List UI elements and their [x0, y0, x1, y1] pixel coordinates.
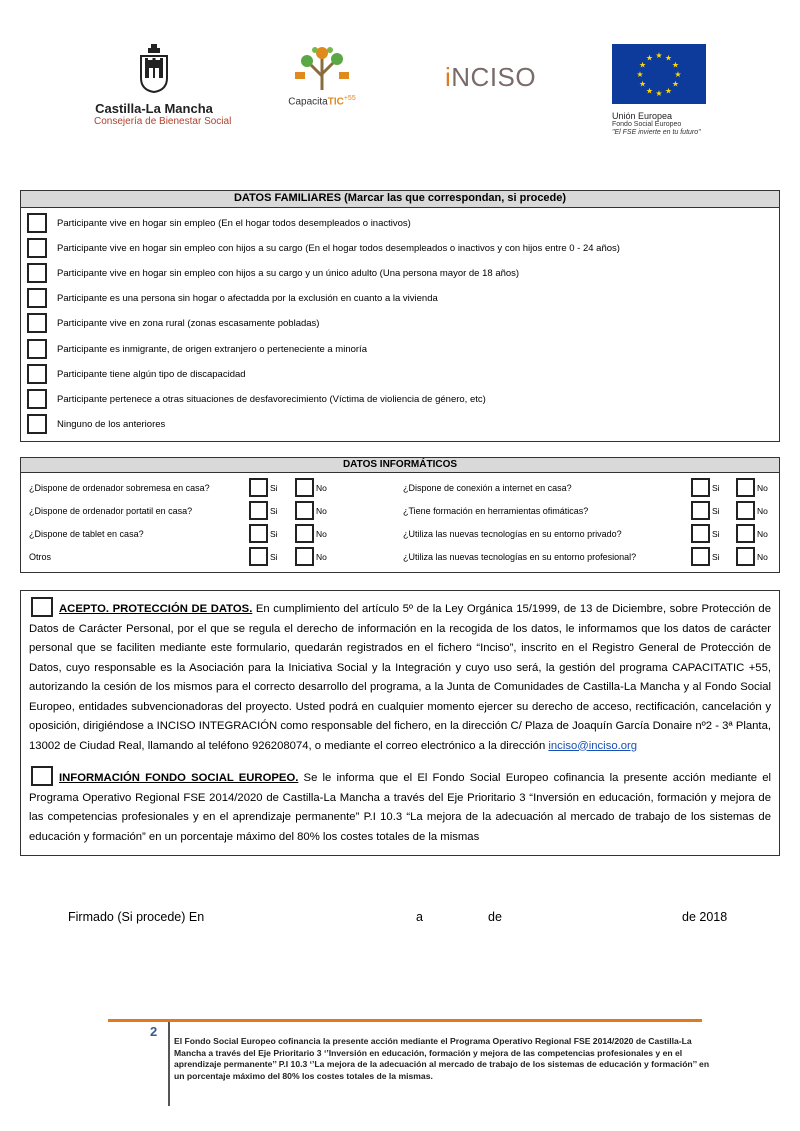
- datos-informaticos-title: DATOS INFORMÁTICOS: [21, 458, 779, 473]
- eu-star-icon: ★: [636, 70, 644, 79]
- clm-name: Castilla-La Mancha: [95, 101, 213, 116]
- checkbox[interactable]: [27, 288, 47, 308]
- data-protection-title: ACEPTO. PROTECCIÓN DE DATOS.: [59, 603, 253, 615]
- yes-label: Si: [712, 528, 720, 539]
- eu-star-icon: ★: [655, 89, 663, 98]
- eu-subtitle: Fondo Social Europeo: [612, 121, 682, 128]
- eu-star-icon: ★: [664, 86, 673, 96]
- no-option[interactable]: [736, 501, 768, 520]
- eu-star-icon: ★: [638, 60, 647, 70]
- checkbox[interactable]: [736, 501, 755, 520]
- family-option: [27, 263, 519, 283]
- question-label: ¿Dispone de tablet en casa?: [29, 529, 144, 539]
- family-option: [27, 414, 165, 434]
- checkbox[interactable]: [249, 524, 268, 543]
- yes-option[interactable]: [249, 547, 278, 566]
- inciso-logo: [445, 62, 536, 93]
- fse-info-title: INFORMACIÓN FONDO SOCIAL EUROPEO.: [59, 772, 299, 784]
- yes-label: Si: [270, 505, 278, 516]
- capac-name-a: Capacita: [288, 96, 328, 108]
- no-label: No: [757, 551, 768, 562]
- informatic-row: [21, 547, 781, 567]
- no-label: No: [316, 551, 327, 562]
- accept-checkbox[interactable]: [31, 597, 53, 617]
- family-option: [27, 313, 319, 333]
- informatic-row: [21, 524, 781, 544]
- question-label: ¿Dispone de conexión a internet en casa?: [403, 483, 572, 493]
- eu-flag-icon: [612, 44, 706, 104]
- capac-plus: +55: [343, 95, 356, 102]
- checkbox[interactable]: [295, 501, 314, 520]
- yes-option[interactable]: [249, 501, 278, 520]
- no-option[interactable]: [736, 524, 768, 543]
- eu-star-icon: ★: [671, 79, 680, 89]
- eu-logo: [612, 44, 722, 137]
- family-option: [27, 339, 367, 359]
- inciso-logo-rest: NCISO: [451, 62, 537, 92]
- fse-info-checkbox[interactable]: [31, 766, 53, 786]
- question-label: Otros: [29, 552, 52, 562]
- eu-star-icon: ★: [638, 79, 647, 89]
- datos-informaticos-section: [20, 457, 780, 573]
- year-label: de 2018: [682, 910, 728, 924]
- footer-vertical-divider: [168, 1022, 170, 1106]
- page-number: 2: [150, 1024, 158, 1039]
- signed-label: Firmado (Si procede) En: [68, 910, 205, 924]
- checkbox[interactable]: [736, 547, 755, 566]
- eu-star-icon: ★: [664, 53, 673, 63]
- eu-star-icon: ★: [645, 86, 654, 96]
- no-option[interactable]: [295, 547, 327, 566]
- no-label: No: [757, 482, 768, 493]
- family-option-label: Participante vive en hogar sin empleo con hijos a su cargo y un único adulto (Una persona mayor de 18 años): [57, 267, 520, 279]
- checkbox[interactable]: [691, 524, 710, 543]
- checkbox[interactable]: [691, 501, 710, 520]
- checkbox[interactable]: [691, 478, 710, 497]
- no-label: No: [316, 505, 327, 516]
- yes-option[interactable]: [249, 524, 278, 543]
- no-option[interactable]: [736, 547, 768, 566]
- capac-name-b: TIC: [327, 96, 344, 108]
- informatic-row: [21, 501, 781, 521]
- yes-option[interactable]: [691, 547, 720, 566]
- checkbox[interactable]: [27, 213, 47, 233]
- no-option[interactable]: [295, 478, 327, 497]
- question-label: ¿Utiliza las nuevas tecnologías en su entorno privado?: [403, 529, 622, 539]
- eu-star-icon: ★: [671, 60, 680, 70]
- fse-info-paragraph: [29, 766, 771, 847]
- a-label: a: [416, 910, 423, 924]
- checkbox[interactable]: [691, 547, 710, 566]
- footer-divider: [108, 1019, 702, 1022]
- yes-option[interactable]: [691, 524, 720, 543]
- family-option-label: Participante es una persona sin hogar o afectadda por la exclusión en cuanto a la vivienda: [57, 292, 438, 304]
- yes-option[interactable]: [691, 478, 720, 497]
- family-option-label: Participante vive en zona rural (zonas escasamente pobladas): [57, 317, 320, 329]
- eu-quote: "El FSE invierte en tu futuro": [612, 129, 701, 136]
- eu-star-icon: ★: [655, 51, 663, 60]
- family-option-label: Participante tiene algún tipo de discapacidad: [57, 368, 246, 380]
- family-option-label: Participante vive en hogar sin empleo con hijos a su cargo (En el hogar todos desempleados o inactivos y con hijos entre 0 - 24 años): [57, 242, 620, 254]
- yes-label: Si: [712, 551, 720, 562]
- family-option-label: Ninguno de los anteriores: [57, 418, 166, 430]
- checkbox[interactable]: [27, 238, 47, 258]
- eu-star-icon: ★: [645, 53, 654, 63]
- family-option: [27, 389, 486, 409]
- yes-label: Si: [270, 528, 278, 539]
- question-label: ¿Dispone de ordenador portatil en casa?: [29, 506, 193, 516]
- family-option-label: Participante es inmigrante, de origen extranjero o perteneciente a minoría: [57, 343, 367, 355]
- family-option: [27, 364, 246, 384]
- checkbox[interactable]: [295, 478, 314, 497]
- informatic-row: [21, 478, 781, 498]
- no-option[interactable]: [736, 478, 768, 497]
- inciso-logo-i: i: [445, 62, 452, 92]
- checkbox[interactable]: [27, 414, 47, 434]
- logo-header: [0, 40, 800, 140]
- family-option-label: Participante vive en hogar sin empleo (En el hogar todos desempleados o inactivos): [57, 217, 411, 229]
- checkbox[interactable]: [249, 501, 268, 520]
- question-label: ¿Tiene formación en herramientas ofimáticas?: [403, 506, 589, 516]
- legal-section: [20, 590, 780, 856]
- yes-label: Si: [712, 482, 720, 493]
- family-option-label: Participante pertenece a otras situaciones de desfavorecimiento (Víctima de violiencia de género, etc): [57, 393, 486, 405]
- checkbox[interactable]: [27, 313, 47, 333]
- data-protection-body: En cumplimiento del artículo 5º de la Ley Orgánica 15/1999, de 13 de Diciembre, sobre Protección de Datos de Carácter Personal, por el que se regula el derecho de información en la recogida de los datos, le informamos que los datos de carácter personal que se faciliten mediante este formulario, quedarán registrados en el fichero “Inciso”, inscrito en el Registro General de Protección de Datos, cuyo responsable es la Asociación para la Iniciativa Social y la Integración y cuyo uso será, la gestión del programa CAPACITATIC +55, autorizando la cesión de los mismos para el correcto desarrollo del programa, a la Junta de Comunidades de Castilla-La Mancha y al Fondo Social Europeo, entidades subvencionadoras del proyecto. Usted podrá en cualquier momento ejercer su derecho de acceso, rectificación, cancelación y oposición, dirigiéndose a INCISO INTEGRACIÓN como responsable del fichero, en la dirección C/ Plaza de Joaquín García Donaire nº2 - 3ª Planta, 13002 de Ciudad Real, llamando al teléfono 926208074, o mediante el correo electrónico a la dirección: [29, 603, 771, 752]
- family-option: [27, 238, 620, 258]
- de-label: de: [488, 910, 502, 924]
- no-option[interactable]: [295, 524, 327, 543]
- castle-crest-icon: [139, 44, 169, 94]
- data-protection-paragraph: [29, 597, 771, 756]
- fse-info-body: Se le informa que el El Fondo Social Europeo cofinancia la presente acción mediante el Programa Operativo Regional FSE 2014/2020 de Castilla-La Mancha a través del Eje Prioritario 3 “Inversión en educación, formación y mejora de las competencias profesionales y en el aprendizaje permanente” P.I 10.3 “La mejora de la adecuación al mercado de trabajo de los sistemas de educación y formación” en un porcentaje máximo del 80% los costes totales de la mismas: [29, 772, 771, 843]
- datos-familiares-section: [20, 190, 780, 442]
- checkbox[interactable]: [27, 263, 47, 283]
- email-link[interactable]: inciso@inciso.org: [548, 739, 638, 752]
- no-option[interactable]: [295, 501, 327, 520]
- yes-option[interactable]: [691, 501, 720, 520]
- clm-subtitle: Consejería de Bienestar Social: [94, 116, 232, 127]
- footer-text: El Fondo Social Europeo cofinancia la presente acción mediante el Programa Operativo Regional FSE 2014/2020 de Castilla-La Mancha a través del Eje Prioritario 3 ‘’Inversión en educación, formación y mejora de las competencias profesionales y en el aprendizaje permanente’’ P.I 10.3 ‘’La mejora de la adecuación al mercado de trabajo de los sistemas de educación y formación’’ en un porcentaje máximo del 80% los costes totales de la mismas.: [174, 1036, 710, 1081]
- checkbox[interactable]: [249, 547, 268, 566]
- no-label: No: [316, 482, 327, 493]
- clm-logo: [94, 44, 232, 127]
- datos-familiares-title: DATOS FAMILIARES (Marcar las que correspondan, si procede): [21, 191, 779, 208]
- no-label: No: [316, 528, 327, 539]
- question-label: ¿Dispone de ordenador sobremesa en casa?: [29, 483, 210, 493]
- checkbox[interactable]: [27, 389, 47, 409]
- no-label: No: [757, 505, 768, 516]
- checkbox[interactable]: [295, 547, 314, 566]
- question-label: ¿Utiliza las nuevas tecnologías en su entorno profesional?: [403, 552, 637, 562]
- checkbox[interactable]: [736, 524, 755, 543]
- checkbox[interactable]: [736, 478, 755, 497]
- checkbox[interactable]: [249, 478, 268, 497]
- yes-label: Si: [270, 551, 278, 562]
- checkbox[interactable]: [27, 339, 47, 359]
- no-label: No: [757, 528, 768, 539]
- eu-name: Unión Europea: [612, 111, 673, 121]
- family-option: [27, 213, 411, 233]
- family-option: [27, 288, 438, 308]
- eu-star-icon: ★: [674, 70, 682, 79]
- yes-option[interactable]: [249, 478, 278, 497]
- checkbox[interactable]: [295, 524, 314, 543]
- tech-tree-icon: [292, 46, 352, 90]
- capacitatic-logo: [278, 46, 366, 107]
- checkbox[interactable]: [27, 364, 47, 384]
- yes-label: Si: [712, 505, 720, 516]
- yes-label: Si: [270, 482, 278, 493]
